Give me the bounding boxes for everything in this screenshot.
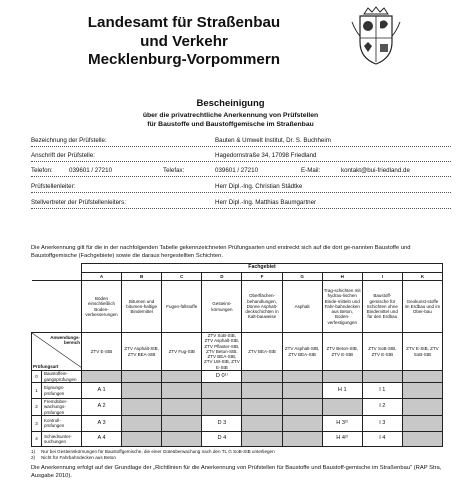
phone-value: 039601 / 27210 xyxy=(69,167,113,174)
approved-cell: D 4 xyxy=(202,431,242,446)
table-row xyxy=(32,431,443,446)
footer-paragraph: Die Anerkennung erfolgt auf der Grundlage der „Richtlinien für die Anerkennung von Prüfstellen für Baustoffe und Baustoff-gemische im Straßenbau" (RAP Stra, Ausgabe 2010). xyxy=(31,465,442,479)
not-approved-cell xyxy=(362,371,402,383)
col-letter: B xyxy=(122,273,162,281)
approved-cell: A 3 xyxy=(82,415,122,431)
info-row-head xyxy=(31,183,451,193)
deputy-value: Herr Dipl.-Ing. Matthias Baumgartner xyxy=(215,199,317,206)
col-tl: ZTV SoB-StB, ZTV Asphalt-StB, ZTV Pflaster-StB, ZTV Beton-StB, ZTV BEA-StB, ZTV LW-StB, ZTV E-StB xyxy=(202,333,242,371)
not-approved-cell xyxy=(282,399,322,416)
col-letter: G xyxy=(282,273,322,281)
row-number: 4 xyxy=(32,431,42,446)
info-row-deputy xyxy=(31,199,451,209)
address-label: Anschrift der Prüfstelle: xyxy=(31,152,95,159)
not-approved-cell xyxy=(162,383,202,399)
not-approved-cell xyxy=(162,371,202,383)
footnote-text: Nicht für Fahrbahndecken aus Beton xyxy=(41,454,116,460)
head-value: Herr Dipl.-Ing. Christian Städtke xyxy=(215,183,303,190)
info-row-contact xyxy=(31,167,451,177)
approved-cell: A 2 xyxy=(82,399,122,416)
not-approved-cell xyxy=(402,371,442,383)
email-value: kontakt@bui-friedland.de xyxy=(341,167,410,174)
not-approved-cell xyxy=(402,431,442,446)
not-approved-cell xyxy=(242,383,282,399)
head-label: Prüfstellenleiter: xyxy=(31,183,76,190)
row-number: 3 xyxy=(32,415,42,431)
col-description: Oberflächen-behandlungen, Dünne Asphalt-deckschichten in Kalt-bauweise xyxy=(242,281,282,333)
fachgebiet-header: Fachgebiet xyxy=(82,264,443,273)
document-title: Bescheinigung xyxy=(196,98,265,109)
not-approved-cell xyxy=(162,431,202,446)
row-label: Eignungs-prüfungen xyxy=(42,383,82,399)
coat-of-arms-icon xyxy=(350,6,402,66)
table-row xyxy=(32,383,443,399)
not-approved-cell xyxy=(242,415,282,431)
anwendungsbereich-label: Anwendungs-bereich xyxy=(50,335,80,346)
col-description: Baustoff-gemische für Schichten ohne Bindemittel und für den Erdbau xyxy=(362,281,402,333)
phone-label: Telefon: xyxy=(31,167,53,174)
diagonal-header-cell xyxy=(32,333,82,371)
col-letter: I xyxy=(362,273,402,281)
col-tl: ZTV E-StB xyxy=(82,333,122,371)
col-description: Bitumen und bitumen-haltige Bindemittel xyxy=(122,281,162,333)
col-description: Trag-schichten mit hydrau-lischen Binde-mitteln und Fahr-bahndecken aus Beton, Boden-verfestigungen xyxy=(322,281,362,333)
fax-label: Telefax: xyxy=(163,167,185,174)
name-value: Bauten & Umwelt Institut, Dr. S. Buchheim xyxy=(215,137,331,144)
not-approved-cell xyxy=(202,383,242,399)
not-approved-cell xyxy=(402,415,442,431)
not-approved-cell xyxy=(402,383,442,399)
document-subtitle xyxy=(0,112,461,129)
footnotes xyxy=(31,449,431,461)
not-approved-cell xyxy=(322,399,362,416)
org-line-1: Landesamt für Straßenbau xyxy=(87,14,281,31)
deputy-label: Stellvertreter der Prüfstellenleiters: xyxy=(31,199,126,206)
subtitle-line-1: über die privatrechtliche Anerkennung von Prüfstellen xyxy=(142,112,319,119)
col-tl: ZTV Asphalt-StB, ZTV BEA-StB xyxy=(282,333,322,371)
col-tl: ZTV Asphalt-StB, ZTV BEA-StB xyxy=(122,333,162,371)
col-description: Gesteins-körnungen xyxy=(202,281,242,333)
row-number: 1 xyxy=(32,383,42,399)
pruefungsart-label: Prüfungsart xyxy=(33,363,59,369)
col-letter: F xyxy=(242,273,282,281)
col-tl: ZTV Beton-StB, ZTV E-StB xyxy=(322,333,362,371)
fax-value: 039601 / 27210 xyxy=(215,167,259,174)
approved-cell: I 2 xyxy=(362,399,402,416)
email-label: E-Mail: xyxy=(301,167,321,174)
approved-cell: I 1 xyxy=(362,383,402,399)
table-row xyxy=(32,371,443,383)
col-letter: C xyxy=(162,273,202,281)
table-row xyxy=(32,415,443,431)
table-row xyxy=(32,399,443,416)
col-tl: ZTV BEA-StB xyxy=(242,333,282,371)
col-letter: A xyxy=(82,273,122,281)
org-line-2: und Verkehr xyxy=(140,32,228,50)
col-letter: H xyxy=(322,273,362,281)
table-body xyxy=(32,371,443,447)
not-approved-cell xyxy=(242,431,282,446)
not-approved-cell xyxy=(282,431,322,446)
not-approved-cell xyxy=(202,399,242,416)
not-approved-cell xyxy=(242,399,282,416)
name-label: Bezeichnung der Prüfstelle: xyxy=(31,137,107,144)
row-label: Kontroll-prüfungen xyxy=(42,415,82,431)
certification-table xyxy=(31,263,443,447)
approved-cell: A 1 xyxy=(82,383,122,399)
org-line-3: Mecklenburg-Vorpommern xyxy=(87,51,281,68)
not-approved-cell xyxy=(282,383,322,399)
not-approved-cell xyxy=(122,415,162,431)
not-approved-cell xyxy=(242,371,282,383)
row-number: 2 xyxy=(32,399,42,416)
col-letter: K xyxy=(402,273,442,281)
subtitle-line-2: für Baustoffe und Baustoffgemische im Straßenbau xyxy=(147,120,314,128)
approved-cell: I 3 xyxy=(362,415,402,431)
not-approved-cell xyxy=(82,371,122,383)
not-approved-cell xyxy=(162,399,202,416)
row-label: Baustoffein-gangsprüfungen xyxy=(42,371,82,383)
not-approved-cell xyxy=(402,399,442,416)
col-tl: ZTV E-StB, ZTV SoB-StB xyxy=(402,333,442,371)
not-approved-cell xyxy=(322,371,362,383)
footnote-mark: 2) xyxy=(31,454,36,460)
col-description: Asphalt xyxy=(282,281,322,333)
not-approved-cell xyxy=(282,371,322,383)
approved-cell: D 0¹⁾ xyxy=(202,371,242,383)
info-row-address xyxy=(31,152,451,162)
approved-cell: H 1 xyxy=(322,383,362,399)
not-approved-cell xyxy=(122,371,162,383)
footnote xyxy=(31,455,431,461)
not-approved-cell xyxy=(282,415,322,431)
not-approved-cell xyxy=(162,415,202,431)
approved-cell: D 3 xyxy=(202,415,242,431)
intro-paragraph: Die Anerkennung gilt für die in der nachfolgenden Tabelle gekennzeichneten Prüfungsarten und erstreckt sich auf die dort ge-nannten Baustoffe und Baustoffgemische (Fachgebiete) sowie die daraus hergestellten Schichten. xyxy=(31,245,411,259)
col-description: Böden einschließlich Boden-verbesserungen xyxy=(82,281,122,333)
not-approved-cell xyxy=(122,383,162,399)
approved-cell: I 4 xyxy=(362,431,402,446)
address-value: Hagedornstraße 34, 17098 Friedland xyxy=(215,152,317,159)
approved-cell: A 4 xyxy=(82,431,122,446)
not-approved-cell xyxy=(122,431,162,446)
col-tl: ZTV Fug-StB xyxy=(162,333,202,371)
col-letter: D xyxy=(202,273,242,281)
organization-name xyxy=(62,14,306,70)
row-label: Schiedsunter-suchungen xyxy=(42,431,82,446)
column-tl-row xyxy=(32,333,443,371)
footnote-text: Nur bei Gesteinskörnungen für Baustoffgemische, die einer Güteüberwachung nach den TL G SoB-StB unterliegen xyxy=(41,449,275,454)
approved-cell: H 3²⁾ xyxy=(322,415,362,431)
col-description: Fugen-füllstoffe xyxy=(162,281,202,333)
col-tl: ZTV SoB-StB, ZTV E-StB xyxy=(362,333,402,371)
row-label: Fremdüber-wachungs-prüfungen xyxy=(42,399,82,416)
column-letter-row xyxy=(32,273,443,281)
col-description: Geokunst-stoffe im Erdbau und im Ober-bau xyxy=(402,281,442,333)
footnote-mark: 1) xyxy=(31,449,36,454)
row-number: 0 xyxy=(32,371,42,383)
not-approved-cell xyxy=(122,399,162,416)
info-row-name xyxy=(31,137,451,147)
column-description-row xyxy=(32,281,443,333)
approved-cell: H 4²⁾ xyxy=(322,431,362,446)
